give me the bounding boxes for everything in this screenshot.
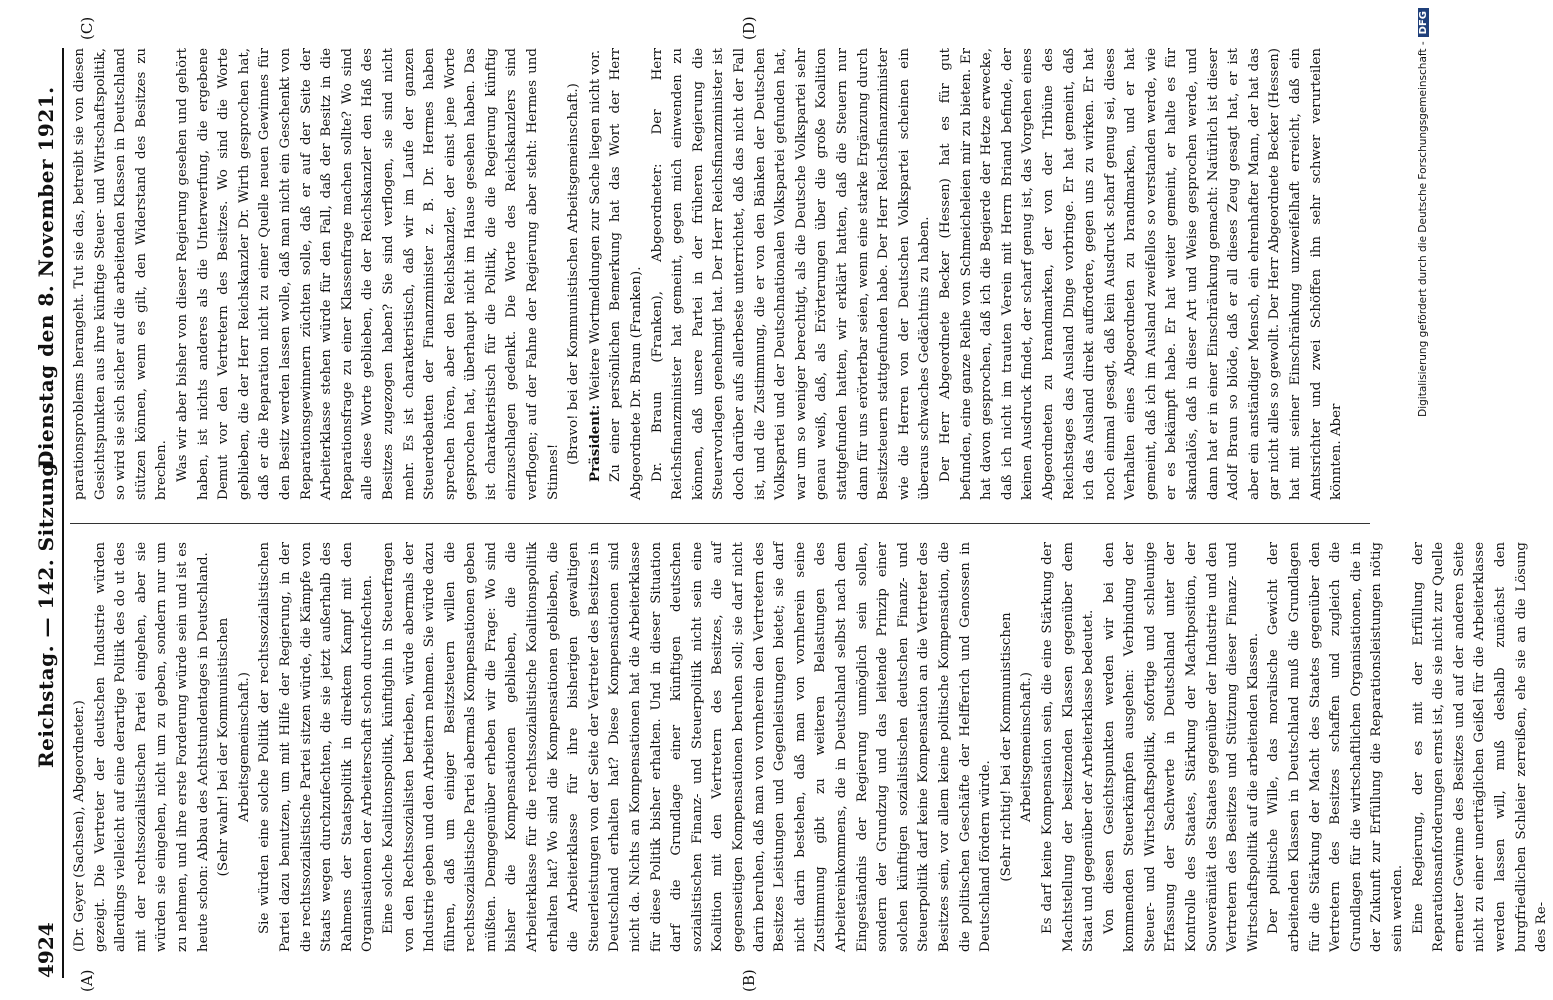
paragraph: Eine solche Koalitionspolitik, künftighin in Steuerfragen von den Rechtssozialisten betrieben, würde abermals der Industrie geben und den Arbeitern nehmen. Sie würde dazu führen, daß um einiger Besitzsteuern willen die rechtssozialistische Partei abermals Kompensationen geben müßten. Demgegenüber erheben wir die Frage: Wo sind bisher die Kompensationen geblieben, die die Arbeiterklasse für die rechtssozialistische Koalitionspolitik erhalten hat? Wo sind die Kompensationen geblieben, die die Arbeiterklasse für ihre bisherigen gewaltigen Steuerleistungen von der Seite der Vertreter des Besitzes in Deutschland erhalten hat? Diese Kompensationen sind nicht da. Nichts an Kompensationen hat die Arbeiterklasse für diese Politik bisher erhalten. Und in dieser Situation darf die Grundlage einer künftigen deutschen sozialistischen Finanz- und Steuerpolitik nicht sein eine Koalition mit den Vertretern des Besitzes, die auf gegenseitigen Kompensationen beruhen soll; sie darf nicht darin beruhen, daß man von vornherein den Vertretern des Besitzes Leistungen und Gegenleistungen bietet; sie darf nicht darin bestehen, daß man von vornherein seine Zustimmung gibt zu weiteren Belastungen des Arbeitereinkommens, die in Deutschland selbst nach dem Eingeständnis der Regierung unmöglich sein sollen, sondern der Grundzug und das leitende Prinzip einer solchen künftigen sozialistischen deutschen Finanz- und Steuerpolitik darf keine Kompensation an die Vertreter des Besitzes sein, vor allem keine politische Kompensation, die die politischen Geschäfte der Helfferich und Genossen in Deutschland fördern würde. (380, 542, 994, 952)
speaker-continuation: (Dr. Geyer (Sachsen), Abgeordneter.) (72, 700, 87, 952)
right-column (70, 48, 1348, 500)
margin-letter-a: (A) (78, 969, 96, 992)
president-text: Weitere Wortmeldungen zur Sache liegen nicht vor. (587, 49, 603, 401)
paragraph: Was wir aber bisher von dieser Regierung gesehen und gehört haben, ist nichts anderes als die Unterwerfung, die ergebene Demut vor den Vertretern des Besitzes. Wo sind die Worte geblieben, die der Herr Reichskanzler Dr. Wirth gesprochen hat, daß er die Reparation nicht zu einer Quelle neuen Gewinnes für den Besitz werden lassen wolle, daß man nicht ein Geschenkt von Reparationsgewinnern züchten solle, daß er auf der Seite der Arbeiterklasse stehen würde für den Fall, daß der Besitz in die Reparationsfrage zu einer Klassenfrage machen sollte? Wo sind alle diese Worte geblieben, die der Reichskanzler den Haß des Besitzes zugezogen haben? Sie sind verflogen, sie sind nicht mehr. Es ist charakteristisch, daß wir im Laufe der ganzen Steuerdebatten der Finanzminister z. B. Dr. Hermes haben sprechen hören, aber den Reichskanzler, der einst jene Worte gesprochen hat, überhaupt nicht im Hause gesehen haben. Das ist charakteristisch für die Politik, die die Regierung künftig einzuschlagen gedenkt. Die Worte des Reichskanzlers sind verflogen; auf der Fahne der Regierung aber steht: Hermes und Stinnes! (174, 48, 561, 500)
interjection: (Bravo! bei der Kommunistischen Arbeitsgemeinschaft.) (566, 83, 582, 465)
page-number: 4924 (34, 922, 58, 978)
paragraph: Von diesen Gesichtspunkten werden wir bei den kommenden Steuerkämpfen ausgehen: Verbindung der Steuer- und Wirtschaftspolitik, sofortige und schleunige Erfassung der Sachwerte in Deutschland unter der Kontrolle des Staates, Stärkung der Machtposition, der Souveränität des Staates gegenüber der Industrie und den Vertretern des Besitzes und Stützung dieser Finanz- und Wirtschaftspolitik auf die arbeitenden Klassen. (1101, 542, 1261, 952)
interjection: (Sehr wahr! bei der Kommunistischen Arbeitsgemeinschaft.) (216, 617, 252, 877)
digitization-credit (1412, 8, 1434, 998)
margin-letter-c: (C) (78, 16, 96, 40)
session-date: Dienstag den 8. November 1921. (34, 86, 58, 468)
page-header (28, 48, 64, 978)
paragraph: Der politische Wille, das moralische Gewicht der arbeitenden Klassen in Deutschland muß die Grundlagen für die Stärkung der Macht des Staates gegenüber den Vertretern des Besitzes schaffen und zugleich die Grundlagen für die wirtschaftlichen Organisationen, die in der Zukunft zur Erfüllung die Reparationsleistungen nötig sein werden. (1266, 542, 1405, 952)
dfg-logo: DFG (1418, 8, 1429, 37)
margin-letter-d: (D) (740, 16, 758, 40)
left-column (70, 542, 1553, 952)
paragraph: Zu einer persönlichen Bemerkung hat das Wort der Herr Abgeordnete Dr. Braun (Franken). (608, 48, 645, 500)
session-title: Reichstag. — 142. Sitzung. (34, 454, 58, 768)
president-label: Präsident: (586, 404, 603, 482)
interjection: (Sehr richtig! bei der Kommunistischen Arbeitsgemeinschaft.) (998, 612, 1035, 882)
paragraph: Dr. Braun (Franken), Abgeordneter: Der Herr Reichsfinanzminister hat gemeint, gegen mich einwenden zu können, daß unsere Partei in der früheren Regierung die Steuervorlagen genehmigt hat. Der Herr Reichsfinanzminister ist doch darüber aufs allerbeste unterrichtet, daß das nicht der Fall ist, und die Zustimmung, die er von den Bänken der Deutschen Volkspartei und der Deutschnationalen Volkspartei gefunden hat, war um so weniger berechtigt, als die Deutsche Volkspartei sehr genau weiß, daß, als Erörterungen über die große Koalition stattgefunden hatten, wir erklärt hatten, daß die Steuern nur dann für uns erörterbar seien, wenn eine starke Ergänzung durch Besitzsteuern stattgefunden habe. Der Herr Reichsfinanzminister wie die Herren von der Deutschen Volkspartei scheinen ein überaus schwaches Gedächtnis zu haben. (649, 48, 933, 500)
paragraph: gezeigt. Die Vertreter der deutschen Industrie würden allerdings vielleicht auf eine derartige Politik des do ut des mit der rechtssozialistischen Partei eingehen, aber sie würden sie eingehen, nicht um zu geben, sondern nur um zu nehmen, und ihre erste Forderung würde sein und ist es heute schon: Abbau des Achtstundentages in Deutschland. (92, 542, 211, 952)
paragraph: Es darf keine Kompensation sein, die eine Stärkung der Machtstellung der besitzenden Klassen gegenüber dem Staat und gegenüber der Arbeiterklasse bedeutet. (1039, 542, 1097, 952)
president-statement (585, 48, 607, 500)
paragraph: parationsproblems herangeht. Tut sie das, betreibt sie von diesen Gesichtspunkten aus ihre künftige Steuer- und Wirtschaftspolitik, so wird sie sich sicher auf die arbeitenden Klassen in Deutschland stützen können, wenn es gilt, den Widerstand des Besitzes zu brechen. (72, 48, 170, 500)
margin-letter-b: (B) (740, 969, 758, 992)
paragraph: Der Herr Abgeordnete Becker (Hessen) hat es für gut befunden, eine ganze Reihe von Schmeicheleien mir zu bieten. Er hat davon gesprochen, daß ich die Begierde der Hetze erwecke, daß ich nicht im trauten Verein mit Herrn Briand befinde, der keinen Ausdruck findet, der scharf genug ist, das Vorgehen eines Abgeordneten zu brandmarken, der von der Tribüne des Reichstages das Ausland Dinge vorbringe. Er hat gemeint, daß ich das Ausland direkt auffordere, gegen uns zu wirken. Er hat noch einmal gesagt, daß kein Ausdruck scharf genug sei, dieses Verhalten eines Abgeordneten zu brandmarken, und er hat gemeint, daß ich im Ausland zweifellos so verstanden werde, wie er es bekämpft habe. Er hat weiter gemeint, er halte es für skandalös, daß in dieser Art und Weise gesprochen werde, und dann hat er in einer Einschränkung gemacht: Natürlich ist dieser Adolf Braun so blöde, daß er all dieses Zeug gesagt hat, er ist aber ein anständiger Mensch, ein ehrenhafter Mann, der hat das gar nicht alles so gewollt. Der Herr Abgeordnete Becker (Hessen) hat mit seiner Einschränkung unzweifelhaft erreicht, daß ein Amtsrichter und zwei Schöffen ihn sehr schwer verurteilen könnten. Aber (937, 48, 1345, 500)
paragraph: Sie würden eine solche Politik der rechtssozialistischen Partei dazu benutzen, um mit Hilfe der Regierung, in der die rechtssozialistische Partei sitzen würde, die Kämpfe von Staats wegen durchzufechten, die sie jetzt außerhalb des Rahmens der Staatspolitik in direktem Kampf mit den Organisationen der Arbeiterschaft schon durchfechten. (257, 542, 376, 952)
paragraph: Eine Regierung, der es mit der Erfüllung der Reparationsanforderungen ernst ist, die sie nicht zur Quelle erneuter Gewinne des Besitzes und auf der anderen Seite nicht zu einer unerträglichen Geißel für die Arbeiterklasse werden lassen will, muß deshalb zunächst den burgfriedlichen Schleier zerreißen, ehe sie an die Lösung des Re- (1410, 542, 1550, 952)
credit-text: Digitalisierung gefördert durch die Deutsche Forschungsgemeinschaft - (1417, 41, 1429, 417)
column-divider (70, 523, 1370, 524)
